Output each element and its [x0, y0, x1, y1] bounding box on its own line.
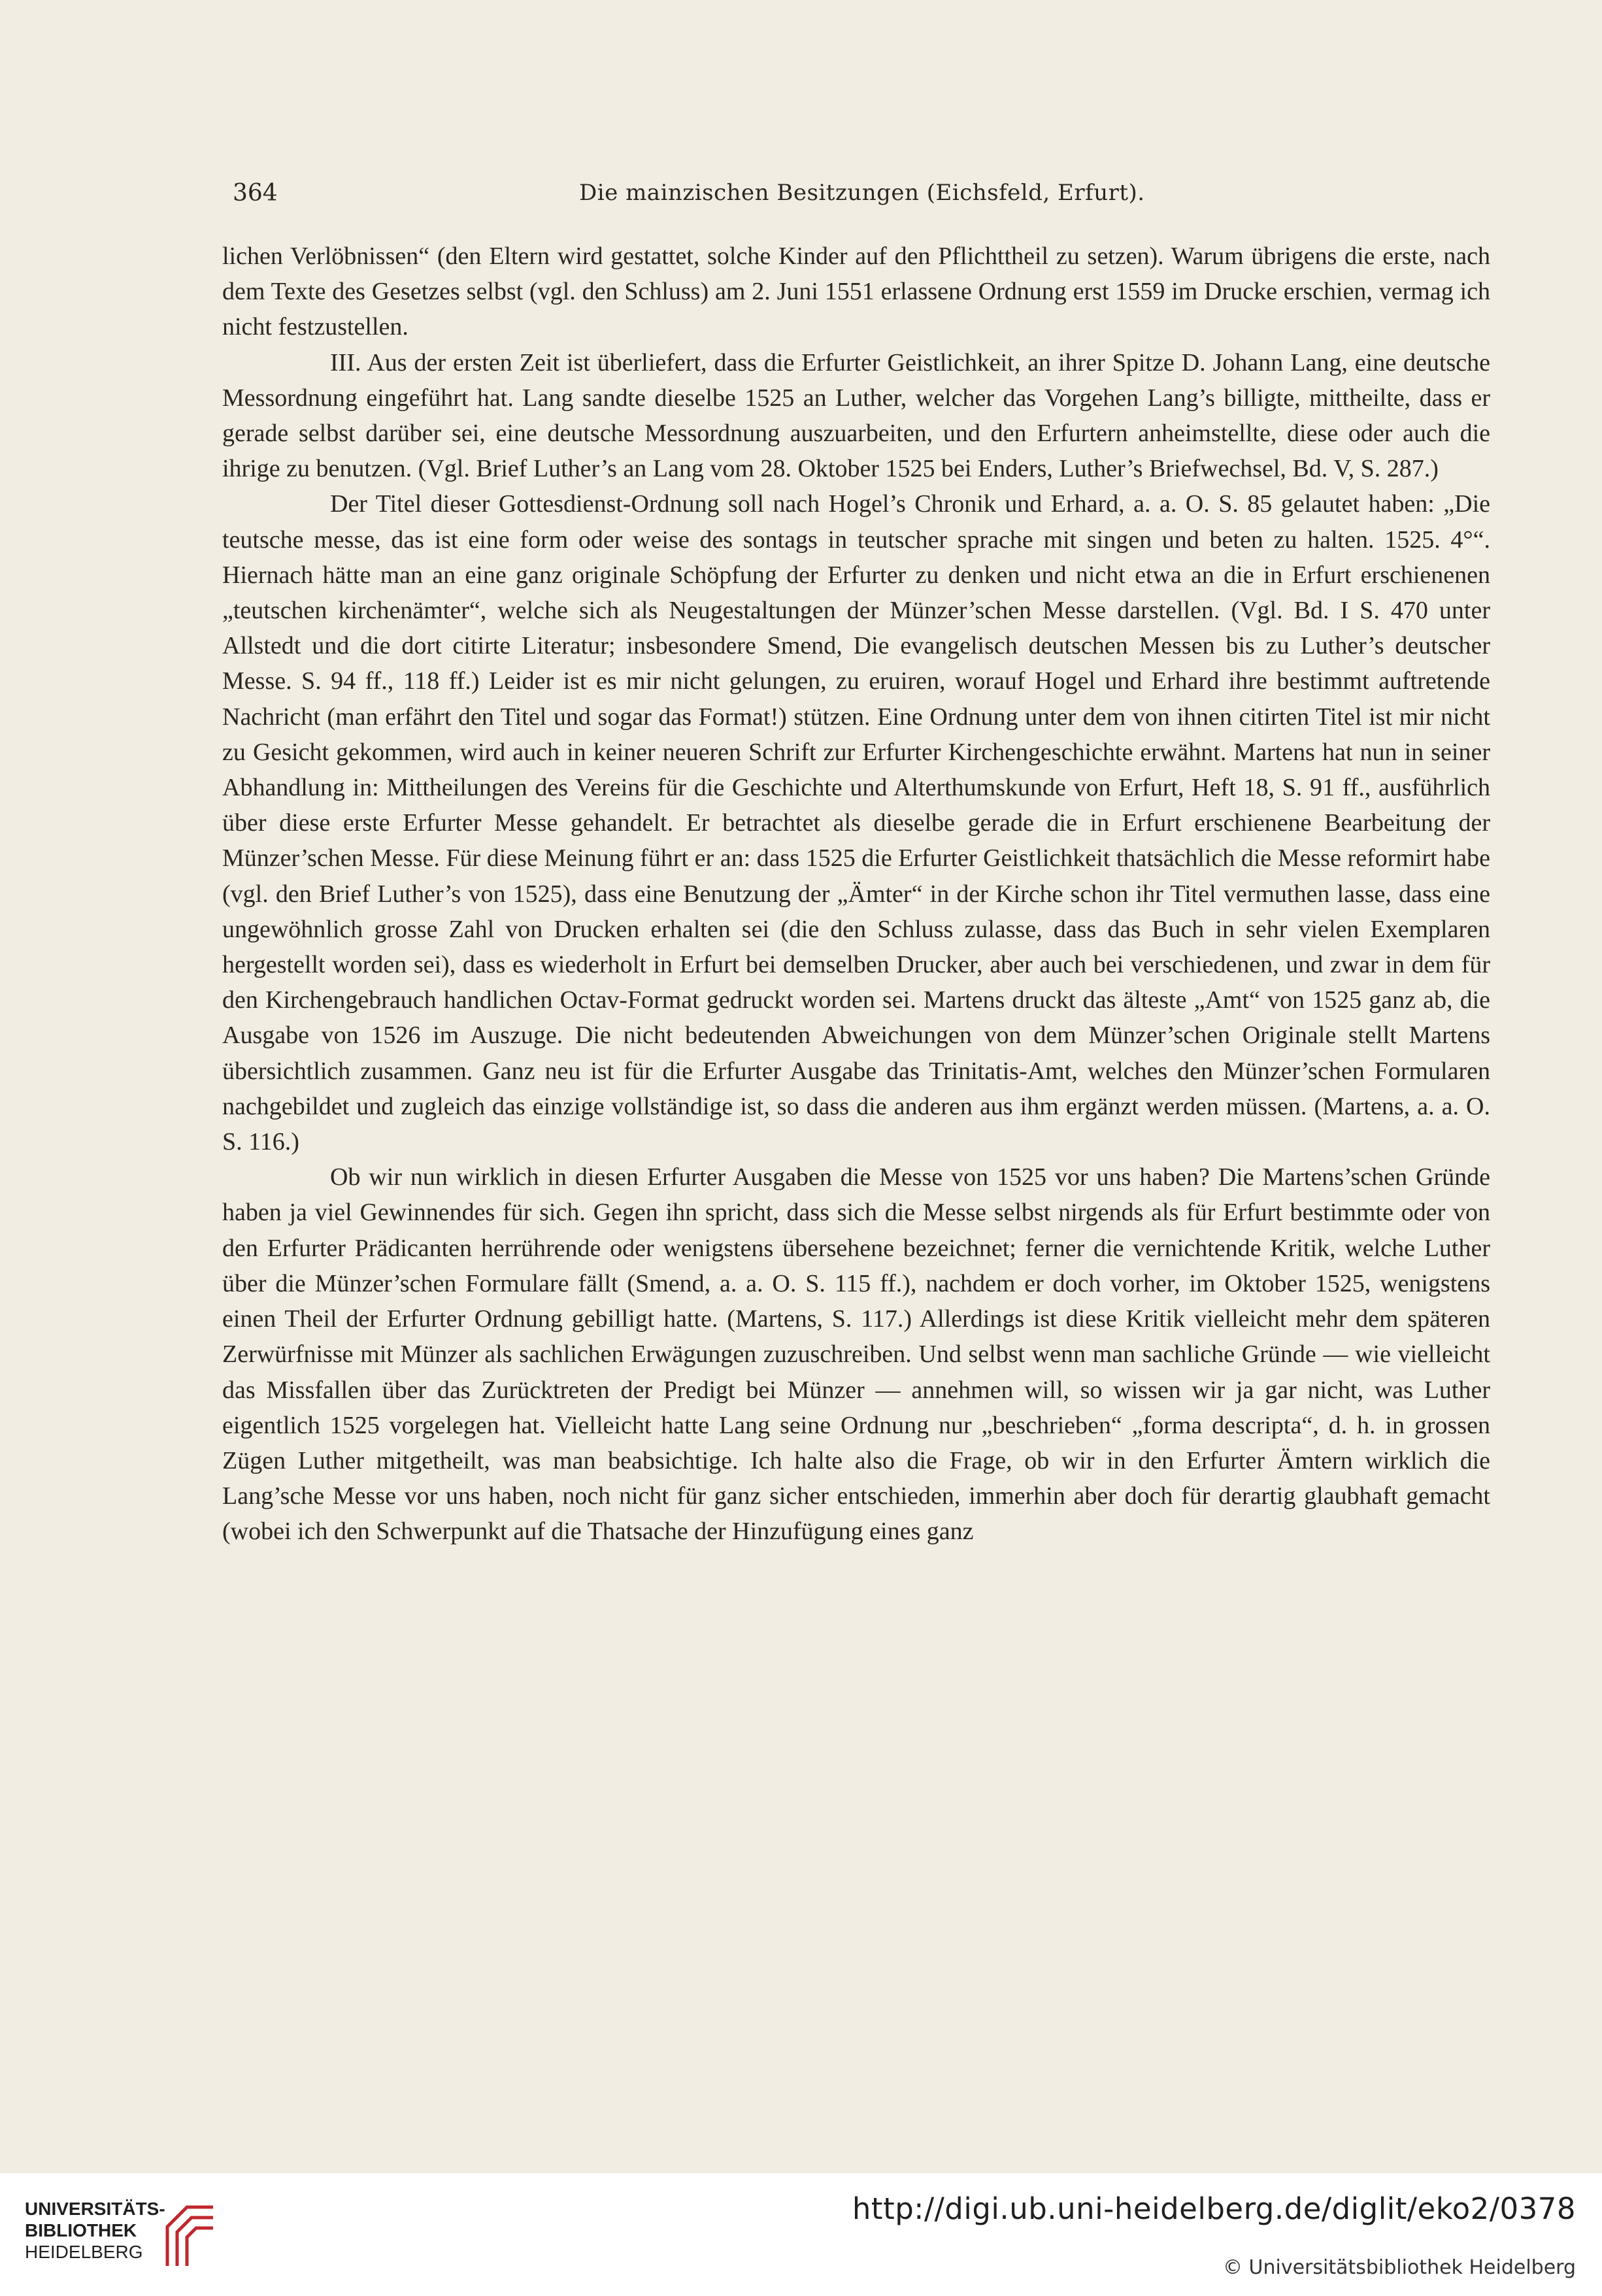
paragraph-martens-arguments: Ob wir nun wirklich in diesen Erfurter Ausgaben die Messe von 1525 vor uns haben? Die Martens’schen Gründe haben ja viel Gewinnendes für sich. Gegen ihn spricht, dass sich die Messe selbst nirgends als für Erfurt bestimmte oder von den Erfurter Prädicanten herrührende oder wenigstens übersehene bezeichnet; ferner die vernichtende Kritik, welche Luther über die Münzer’schen Formulare fällt (Smend, a. a. O. S. 115 ff.), nachdem er doch vorher, im Oktober 1525, wenigstens einen Theil der Erfurter Ordnung gebilligt hatte. (Martens, S. 117.) Allerdings ist diese Kritik vielleicht mehr dem späteren Zerwürfnisse mit Münzer als sachlichen Erwägungen zuzuschreiben. Und selbst wenn man sachliche Gründe — wie vielleicht das Missfallen über das Zurücktreten der Predigt bei Münzer — annehmen will, so wissen wir ja gar nicht, was Luther eigentlich 1525 vorgelegen hat. Vielleicht hatte Lang seine Ordnung nur „beschrieben“ „forma descripta“, d. h. in grossen Zügen Luther mitgetheilt, was man beabsichtige. Ich halte also die Frage, ob wir in den Erfurter Ämtern wirklich die Lang’sche Messe vor uns haben, noch nicht für ganz sicher entschieden, immerhin aber doch für derartig glaubhaft gemacht (wobei ich den Schwerpunkt auf die Thatsache der Hinzufügung eines ganz	[222, 1163, 1490, 1546]
page-number: 364	[233, 180, 278, 207]
library-logo	[25, 2198, 306, 2289]
logo-line-3: HEIDELBERG	[25, 2242, 143, 2262]
body-text	[222, 239, 1490, 1550]
paragraph-section-iii: III. Aus der ersten Zeit ist überliefert, dass die Erfurter Geistlichkeit, an ihrer Spitze D. Johann Lang, eine deutsche Messordnung eingeführt hat. Lang sandte dieselbe 1525 an Luther, welcher das Vorgehen Lang’s billigte, mittheilte, dass er gerade selbst darüber sei, eine deutsche Messordnung auszuarbeiten, und den Erfurtern anheimstellte, diese oder auch die ihrige zu benutzen. (Vgl. Brief Luther’s an Lang vom 28. Oktober 1525 bei Enders, Luther’s Briefwechsel, Bd. V, S. 287.)	[222, 348, 1490, 483]
page-header	[233, 180, 1527, 219]
logo-line-2: BIBLIOTHEK	[25, 2220, 137, 2240]
paragraph-continued: lichen Verlöbnissen“ (den Eltern wird gestattet, solche Kinder auf den Pflichttheil zu setzen). Warum übrigens die erste, nach dem Texte des Gesetzes selbst (vgl. den Schluss) am 2. Juni 1551 erlassene Ordnung erst 1559 im Drucke erschien, vermag ich nicht festzustellen.	[222, 242, 1490, 341]
copyright-notice: © Universitätsbibliothek Heidelberg	[1222, 2256, 1576, 2279]
paragraph-title-discussion: Der Titel dieser Gottesdienst-Ordnung soll nach Hogel’s Chronik und Erhard, a. a. O. S. 85 gelautet haben: „Die teutsche messe, das ist eine form oder weise des sontags in teutscher sprache mit singen und beten zu halten. 1525. 4°“. Hiernach hätte man an eine ganz originale Schöpfung der Erfurter zu denken und nicht etwa an die in Erfurt erschienenen „teutschen kirchenämter“, welche sich als Neugestaltungen der Münzer’schen Messe darstellen. (Vgl. Bd. I S. 470 unter Allstedt und die dort citirte Literatur; insbesondere Smend, Die evangelisch deutschen Messen bis zu Luther’s deutscher Messe. S. 94 ff., 118 ff.) Leider ist es mir nicht gelungen, zu eruiren, worauf Hogel und Erhard ihre bestimmt auftretende Nachricht (man erfährt den Titel und sogar das Format!) stützen. Eine Ordnung unter dem von ihnen citirten Titel ist mir nicht zu Gesicht gekommen, wird auch in keiner neueren Schrift zur Erfurter Kirchengeschichte erwähnt. Martens hat nun in seiner Abhandlung in: Mittheilungen des Vereins für die Geschichte und Alterthumskunde von Erfurt, Heft 18, S. 91 ff., ausführlich über diese erste Erfurter Messe gehandelt. Er betrachtet als dieselbe gerade die in Erfurt erschienene Bearbeitung der Münzer’schen Messe. Für diese Meinung führt er an: dass 1525 die Erfurter Geistlichkeit thatsächlich die Messe reformirt habe (vgl. den Brief Luther’s von 1525), dass eine Benutzung der „Ämter“ in der Kirche schon ihr Titel vermuthen lasse, dass eine ungewöhnlich grosse Zahl von Drucken erhalten sei (die den Schluss zulasse, dass das Buch in sehr vielen Exemplaren hergestellt worden sei), dass es wiederholt in Erfurt bei demselben Drucker, aber auch bei verschiedenen, und zwar in dem für den Kirchengebrauch handlichen Octav-Format gedruckt worden sei. Martens druckt das älteste „Amt“ von 1525 ganz ab, die Ausgabe von 1526 im Auszuge. Die nicht bedeutenden Abweichungen von dem Münzer’schen Originale stellt Martens übersichtlich zusammen. Ganz neu ist für die Erfurter Ausgabe das Trinitatis-Amt, welches den Münzer’schen Formularen nachgebildet und zugleich das einzige vollständige ist, so dass die anderen aus ihm ergänzt werden müssen. (Martens, a. a. O. S. 116.)	[222, 490, 1490, 1156]
library-emblem-icon	[161, 2201, 220, 2272]
logo-line-1: UNIVERSITÄTS-	[25, 2199, 165, 2219]
source-url-link[interactable]: http://digi.ub.uni-heidelberg.de/diglit/eko2/0378	[852, 2191, 1576, 2226]
running-title: Die mainzischen Besitzungen (Eichsfeld, Erfurt).	[579, 180, 1145, 206]
